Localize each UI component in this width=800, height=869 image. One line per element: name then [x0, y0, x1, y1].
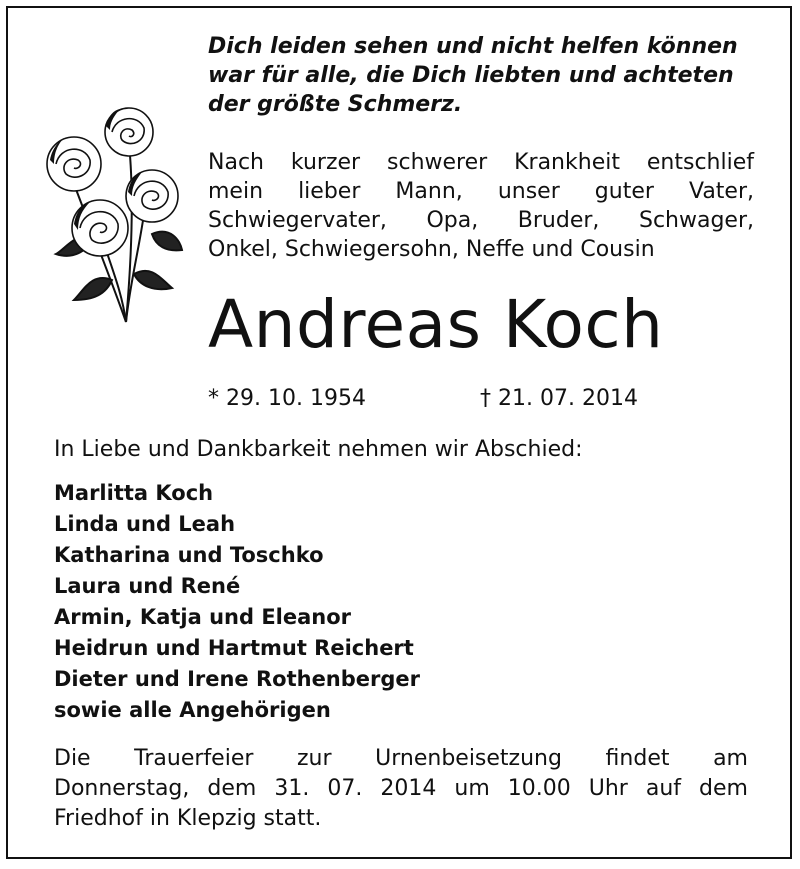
- motto: [208, 32, 768, 119]
- service-line: Friedhof in Klepzig statt.: [54, 806, 322, 831]
- service-line: Die Trauerfeier zur Urnenbeisetzung findet am: [54, 746, 748, 771]
- death-date: † 21. 07. 2014: [480, 386, 638, 411]
- mourner: Laura und René: [54, 574, 241, 598]
- mourners-list: [54, 478, 420, 726]
- intro-line: mein lieber Mann, unser guter Vater,: [208, 179, 754, 204]
- mourner: Marlitta Koch: [54, 481, 214, 505]
- roses-icon: [34, 104, 184, 326]
- intro-line: Nach kurzer schwerer Krankheit entschlief: [208, 150, 754, 175]
- motto-line: Dich leiden sehen und nicht helfen können: [208, 34, 738, 59]
- service-line: Donnerstag, dem 31. 07. 2014 um 10.00 Uhr auf dem: [54, 776, 748, 801]
- motto-line: der größte Schmerz.: [208, 92, 463, 117]
- intro-line: Onkel, Schwiegersohn, Neffe und Cousin: [208, 237, 655, 262]
- mourner: Dieter und Irene Rothenberger: [54, 667, 421, 691]
- service-notice: [54, 744, 748, 834]
- intro-line: Schwiegervater, Opa, Bruder, Schwager,: [208, 208, 754, 233]
- mourner: Katharina und Toschko: [54, 543, 324, 567]
- birth-date: * 29. 10. 1954: [208, 386, 366, 411]
- mourner: sowie alle Angehörigen: [54, 698, 331, 722]
- mourner: Armin, Katja und Eleanor: [54, 605, 352, 629]
- deceased-name: Andreas Koch: [208, 286, 664, 363]
- mourner: Heidrun und Hartmut Reichert: [54, 636, 414, 660]
- mourner: Linda und Leah: [54, 512, 236, 536]
- motto-line: war für alle, die Dich liebten und achteten: [208, 63, 734, 88]
- farewell-text: In Liebe und Dankbarkeit nehmen wir Abschied:: [54, 437, 583, 462]
- intro-text: [208, 148, 754, 264]
